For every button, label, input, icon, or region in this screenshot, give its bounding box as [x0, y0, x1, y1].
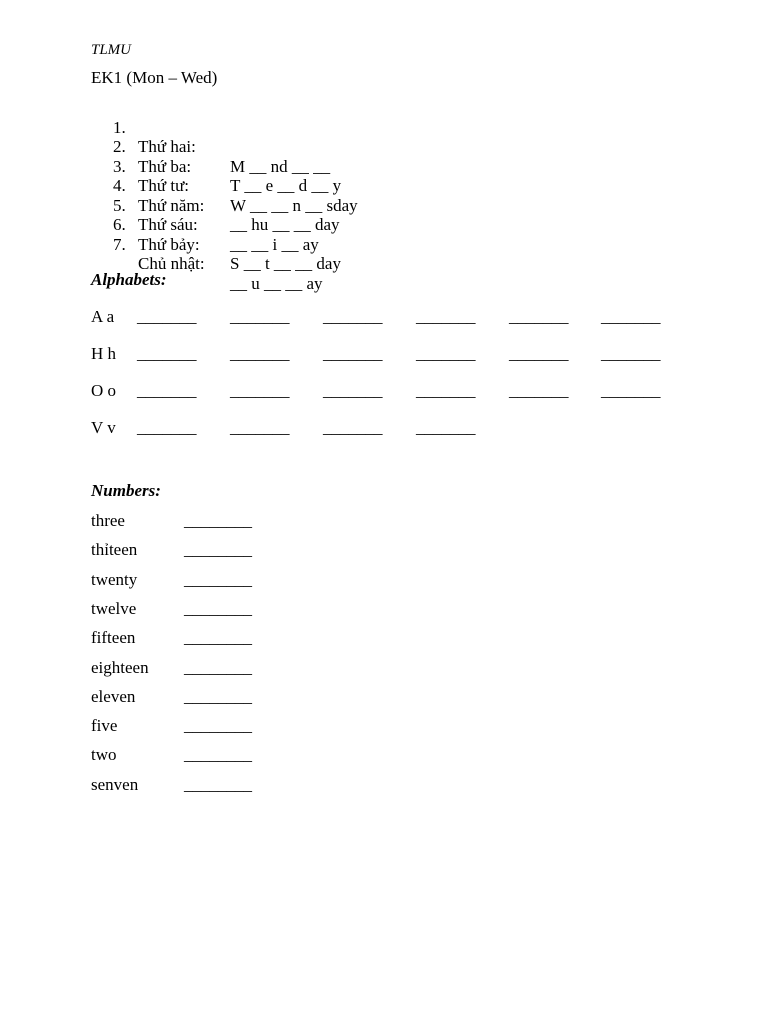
writing-blank: _______	[416, 307, 476, 326]
writing-blank: _______	[230, 307, 290, 326]
writing-blank: _______	[601, 344, 661, 363]
writing-blank: _______	[509, 344, 569, 363]
writing-blank: _______	[601, 307, 661, 326]
number-word: twelve	[91, 598, 137, 618]
english-day-blank: __ __ i __ ay	[230, 234, 319, 254]
writing-blank: _______	[601, 381, 661, 400]
number-word: five	[91, 716, 118, 736]
writing-blank: _______	[416, 381, 476, 400]
writing-blank: ________	[184, 774, 252, 794]
english-day-blank: S __ t __ __ day	[230, 254, 341, 273]
vietnamese-day: Chủ nhật:	[138, 254, 205, 273]
item-number: 7.	[113, 234, 126, 254]
writing-blank: _______	[323, 418, 383, 437]
english-day-blank: M __ nd __ __	[230, 156, 331, 176]
org-name: TLMU	[91, 42, 132, 58]
item-number: 5.	[113, 195, 126, 215]
item-number: 6.	[113, 215, 126, 234]
writing-blank: _______	[509, 307, 569, 326]
english-day-blank: T __ e __ d __ y	[230, 176, 342, 195]
alphabet-letter: A a	[91, 307, 115, 326]
writing-blank: _______	[416, 344, 476, 363]
english-day-blank: __ u __ __ ay	[230, 273, 323, 293]
number-word: eleven	[91, 686, 136, 706]
writing-blank: _______	[323, 344, 383, 363]
writing-blank: _______	[416, 418, 476, 437]
number-word: senven	[91, 774, 139, 794]
vietnamese-day: Thứ ba:	[138, 156, 192, 176]
number-word: two	[91, 745, 117, 765]
writing-blank: ________	[184, 628, 252, 648]
writing-blank: ________	[184, 511, 252, 530]
alphabets-title: Alphabets:	[91, 270, 167, 289]
writing-blank: _______	[323, 307, 383, 326]
vietnamese-day: Thứ hai:	[138, 137, 196, 156]
item-number: 3.	[113, 156, 126, 176]
number-word: eighteen	[91, 657, 149, 677]
writing-blank: ________	[184, 745, 252, 765]
item-number: 1.	[113, 117, 126, 137]
writing-blank: _______	[323, 381, 383, 400]
english-day-blank: W __ __ n __ sday	[230, 195, 358, 215]
item-number: 2.	[113, 137, 126, 156]
writing-blank: ________	[184, 540, 252, 560]
writing-blank: ________	[184, 657, 252, 677]
writing-blank: _______	[137, 344, 197, 363]
writing-blank: ________	[184, 686, 252, 706]
writing-blank: _______	[137, 307, 197, 326]
writing-blank: ________	[184, 716, 252, 736]
number-word: twenty	[91, 569, 138, 589]
vietnamese-day: Thứ bảy:	[138, 234, 200, 254]
writing-blank: _______	[137, 381, 197, 400]
number-word: thỉteen	[91, 540, 138, 560]
writing-blank: ________	[184, 569, 252, 589]
writing-blank: _______	[137, 418, 197, 437]
number-word: fifteen	[91, 628, 136, 648]
writing-blank: _______	[230, 344, 290, 363]
item-number: 4.	[113, 176, 126, 195]
alphabet-letter: H h	[91, 344, 117, 363]
numbers-title: Numbers:	[91, 481, 161, 500]
alphabet-letter: O o	[91, 381, 117, 400]
number-word: three	[91, 511, 125, 530]
vietnamese-day: Thứ sáu:	[138, 215, 198, 234]
worksheet-title: EK1 (Mon – Wed)	[91, 68, 218, 87]
writing-blank: ________	[184, 598, 252, 618]
english-day-blank: __ hu __ __ day	[230, 215, 340, 234]
alphabet-letter: V v	[91, 418, 116, 437]
writing-blank: _______	[509, 381, 569, 400]
vietnamese-day: Thứ năm:	[138, 195, 205, 215]
writing-blank: _______	[230, 418, 290, 437]
writing-blank: _______	[230, 381, 290, 400]
vietnamese-day: Thứ tư:	[138, 176, 190, 195]
